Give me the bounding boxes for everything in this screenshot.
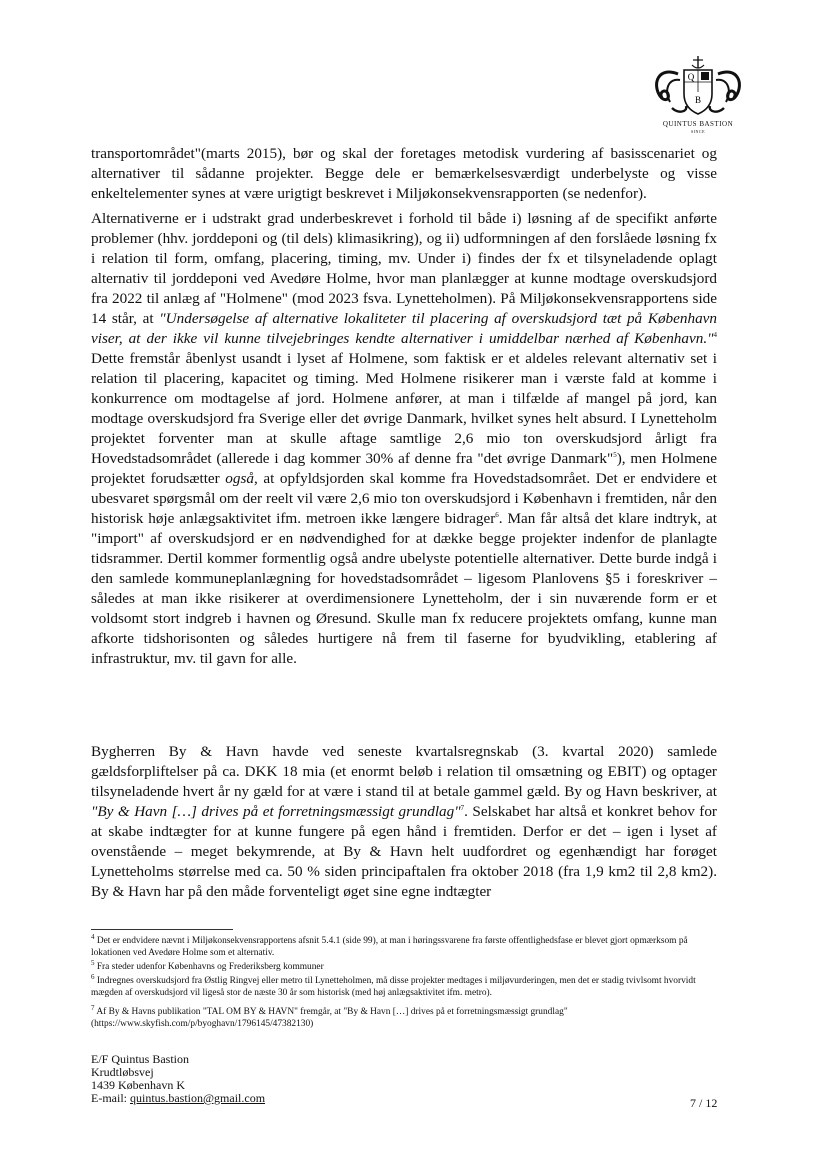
quintus-bastion-logo: [648, 54, 748, 134]
footnote-ref-4: 4: [713, 330, 717, 339]
footer-org: E/F Quintus Bastion: [91, 1052, 190, 1066]
paragraph-2-text-b: Dette fremstår åbenlyst usandt i lyset af Holmene, som faktisk er et aldeles relevant alternativ set i relation til placering, kapacitet og timing. Med Holmene risikerer man i værste fald at komme i konkurrence om modtagelse af jord. Holmene anfører, at man i tilfælde af mangel på jord, kan modtage overskudsjord fra Sverige eller det øvrige Danmark, hvilket synes helt absurd. I Lynetteholm projektet forventer man at skulle aftage samtlige 2,6 mio ton overskudsjord årligt fra Hovedstadsområdet (allerede i dag kommer 30% af denne fra "det øvrige Danmark": [91, 350, 717, 467]
footnote-text: Indregnes overskudsjord fra Østlig Ringvej eller metro til Lynetteholmen, må disse projekter medtages i miljøvurderingen, men det er stadig tvivlsomt hvorvidt mægden af overskudsjord vil ligeså stor de næste 30 år som historisk (med høj anlægsaktivitet ifm. metro).: [91, 976, 696, 999]
monogram-q: Q: [687, 72, 695, 82]
footnote-5: [91, 958, 717, 973]
footnote-text: Fra steder udenfor Københavns og Frederiksberg kommuner: [96, 962, 324, 972]
logo-name: QUINTUS BASTION: [662, 120, 734, 128]
paragraph-1-text: transportområdet"(marts 2015), bør og skal der foretages metodisk vurdering af basisscenariet og alternativer til sådanne projekter. Begge dele er bemærkelsesværdigt underbelyste og visse enkeltelementer synes at være urigtigt beskrevet i Miljøkonsekvensrapporten (se nedenfor).: [91, 145, 717, 202]
footer-street: Krudtløbsvej: [91, 1065, 154, 1079]
footnote-4: [91, 932, 717, 959]
paragraph-3-text-b: . Selskabet har altså et konkret behov for at skabe indtægter for at kunne fungere på egen hånd i fremtiden. Derfor er det – igen i lyset af ovenstående – meget bekymrende, at By & Havn helt uudfordret og egenhændigt har forøget Lynetteholms størrelse med ca. 50 % siden principaftalen fra oktober 2018 (fra 1,9 km2 til 2,8 km2). By & Havn har på den måde forventeligt øget sine egne indtægter: [91, 803, 717, 900]
crest-icon: [648, 54, 748, 120]
footer-email-line: [91, 1092, 265, 1105]
byhavn-quote: "By & Havn […] drives på et forretningsmæssigt grundlag": [91, 803, 461, 820]
footer-city: 1439 København K: [91, 1078, 185, 1092]
footer-address: [91, 1053, 265, 1105]
footer-email-label: E-mail:: [91, 1091, 130, 1105]
footnote-number: 4: [91, 932, 95, 941]
paragraph-2-text-c: ), men Holmene projektet forudsætter: [91, 450, 717, 487]
paragraph-1: [91, 144, 717, 204]
footnote-6: [91, 972, 717, 999]
footnote-7: [91, 1003, 717, 1030]
footnote-text: Det er endvidere nævnt i Miljøkonsekvensrapportens afsnit 5.4.1 (side 99), at man i høringssvarene fra første offentlighedsfase er blevet gjort opmærksom på lokationen ved Avedøre Holme som et alternativ.: [91, 936, 688, 959]
paragraph-3: [91, 742, 717, 902]
report-quote: "Undersøgelse af alternative lokaliteter til placering af overskudsjord tæt på København viser, at der ikke vil kunne tilvejebringes kendte alternativer i umiddelbar nærhed af København.": [91, 310, 717, 347]
footnote-number: 6: [91, 972, 95, 981]
paragraph-3-text-a: Bygherren By & Havn havde ved seneste kvartalsregnskab (3. kvartal 2020) samlede gældsforpliftelser på ca. DKK 18 mia (et enormt beløb i relation til omsætning og EBIT) og optager tilsyneladende hvert år ny gæld for at være i stand til at betale gammel gæld. By og Havn beskriver, at: [91, 743, 717, 800]
footnote-number: 7: [91, 1003, 95, 1012]
logo-subtitle: SINCE: [690, 129, 706, 134]
monogram-b: B: [694, 95, 702, 105]
paragraph-2: [91, 209, 717, 669]
footnote-separator: [91, 929, 233, 930]
footnote-ref-6: 6: [495, 510, 499, 519]
paragraph-2-text-d: , at opfyldsjorden skal komme fra Hovedstadsområet. Det er endvidere et ubesvaret spørgsmål om der reelt vil være 2,6 mio ton overskudsjord i København i fremtiden, når den historisk høje anlægsaktivitet ifm. metroen ikke længere bidrager: [91, 470, 717, 527]
footnote-ref-5: 5: [613, 450, 617, 459]
footnote-number: 5: [91, 958, 95, 967]
footer-email-link[interactable]: quintus.bastion@gmail.com: [130, 1091, 266, 1105]
paragraph-2-text-a: Alternativerne er i udstrakt grad underbeskrevet i forhold til både i) løsning af de specifikt anførte problemer (hhv. jorddeponi og (til dels) klimasikring), og ii) udformningen af den forslåede løsning fx i relation til form, omfang, placering, timing, mv. Under i) findes der fx et tilsyneladende oplagt alternativ til jorddeponi ved Avedøre Holme, hvor man planlægger at kunne modtage overskudsjord fra 2022 til anlæg af "Holmene" (mod 2023 fsva. Lynetteholmen). På Miljøkonsekvensrapportens side 14 står, at: [91, 210, 717, 327]
footnote-text: Af By & Havns publikation "TAL OM BY & HAVN" fremgår, at "By & Havn […] drives på et forretningsmæssigt grundlag" (https://www.skyfish.com/p/byoghavn/1796145/47382130): [91, 1007, 568, 1030]
paragraph-2-text-e: . Man får altså det klare indtryk, at "import" af overskudsjord er en nødvendighed for at dække begge projekter indenfor de planlagte tidsrammer. Dertil kommer formentlig også andre ubelyste potentielle alternativer. Dette burde indgå i den samlede kommuneplanlægning for hovedstadsområdet – ligesom Planlovens §5 i foreskriver – således at man ikke risikerer at overdimensionere Lynetteholm, der i sin nuværende form er et voldsomt stort indgreb i havnen og Øresund. Skulle man fx reducere projektets omfang, kunne man afkorte tidshorisonten og således hurtigere nå frem til faserne for byudvikling, etablering af infrastruktur, mv. til gavn for alle.: [91, 510, 717, 667]
emphasis-ogsaa: også: [225, 470, 254, 487]
footnote-ref-7: 7: [460, 803, 465, 812]
page-number: 7 / 12: [690, 1096, 718, 1110]
